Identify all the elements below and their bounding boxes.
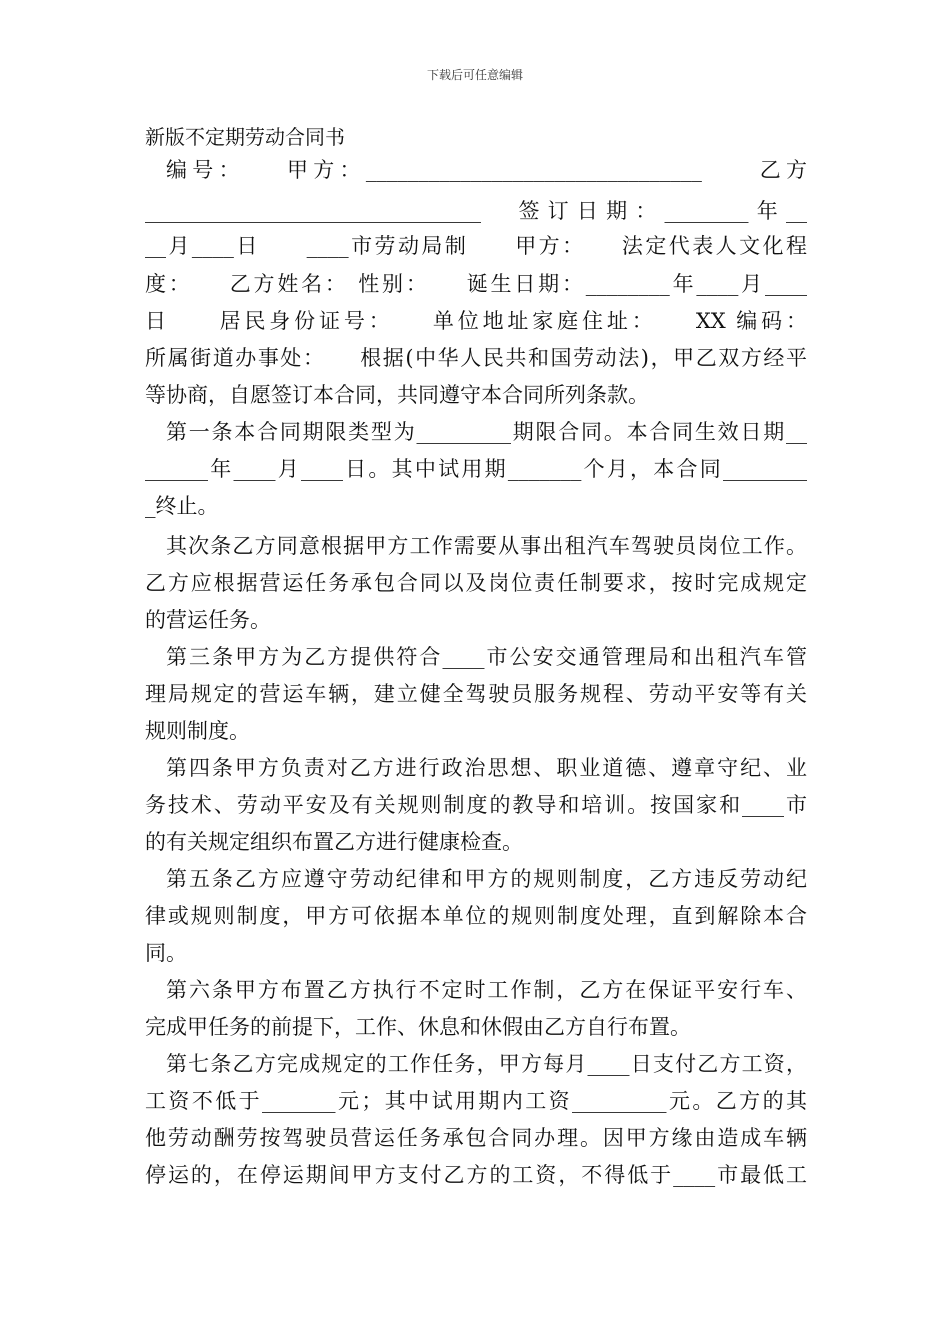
text-line: 第一条本合同期限类型为_________期限合同。本合同生效日期__ — [166, 420, 807, 444]
text-line: 同。 — [145, 941, 187, 965]
text-line: 工资不低于_______元；其中试用期内工资_________元。乙方的其 — [145, 1089, 807, 1113]
text-line: 日 居民身份证号： 单位地址家庭住址： XX 编码： — [145, 309, 807, 333]
text-line: 律或规则制度，甲方可依据本单位的规则制度处理，直到解除本合 — [145, 904, 807, 928]
text-line: 第五条乙方应遵守劳动纪律和甲方的规则制度，乙方违反劳动纪 — [166, 867, 807, 891]
text-line: 理局规定的营运车辆，建立健全驾驶员服务规程、劳动平安等有关 — [145, 682, 807, 706]
page-header: 下载后可任意编辑 — [426, 68, 523, 82]
text-line: 他劳动酬劳按驾驶员营运任务承包合同办理。因甲方缘由造成车辆 — [145, 1126, 807, 1150]
text-line: 乙方应根据营运任务承包合同以及岗位责任制要求，按时完成规定 — [145, 571, 807, 595]
text-line: 第三条甲方为乙方提供符合____市公安交通管理局和出租汽车管 — [166, 645, 807, 669]
text-line: 完成甲任务的前提下，工作、休息和休假由乙方自行布置。 — [145, 1015, 691, 1039]
text-line: 等协商，自愿签订本合同，共同遵守本合同所列条款。 — [145, 383, 649, 407]
text-line: _终止。 — [145, 494, 219, 518]
text-line: 第六条甲方布置乙方执行不定时工作制，乙方在保证平安行车、 — [166, 978, 807, 1002]
text-line: 度： 乙方姓名： 性别： 诞生日期：________年____月____ — [145, 272, 807, 296]
document-title: 新版不定期劳动合同书 — [145, 125, 345, 149]
text-line: 其次条乙方同意根据甲方工作需要从事出租汽车驾驶员岗位工作。 — [166, 534, 807, 558]
text-line: 的有关规定组织布置乙方进行健康检查。 — [145, 830, 523, 854]
text-line: ______年____月____日。其中试用期_______个月，本合同________ — [145, 457, 807, 481]
text-line: 编号： 甲方：________________________________ 乙方 — [166, 158, 807, 182]
text-line: 务技术、劳动平安及有关规则制度的教导和培训。按国家和____市 — [145, 793, 807, 817]
text-line: 规则制度。 — [145, 719, 250, 743]
text-line: 停运的，在停运期间甲方支付乙方的工资，不得低于____市最低工 — [145, 1163, 807, 1187]
text-line: ________________________________ 签订日期：________年__ — [145, 199, 807, 223]
text-line: __月____日 ____市劳动局制 甲方： 法定代表人文化程 — [145, 234, 807, 258]
text-line: 所属街道办事处： 根据(中华人民共和国劳动法)，甲乙双方经平 — [145, 346, 807, 370]
text-line: 第七条乙方完成规定的工作任务，甲方每月____日支付乙方工资， — [166, 1052, 807, 1076]
text-line: 的营运任务。 — [145, 608, 271, 632]
text-line: 第四条甲方负责对乙方进行政治思想、职业道德、遵章守纪、业 — [166, 756, 807, 780]
